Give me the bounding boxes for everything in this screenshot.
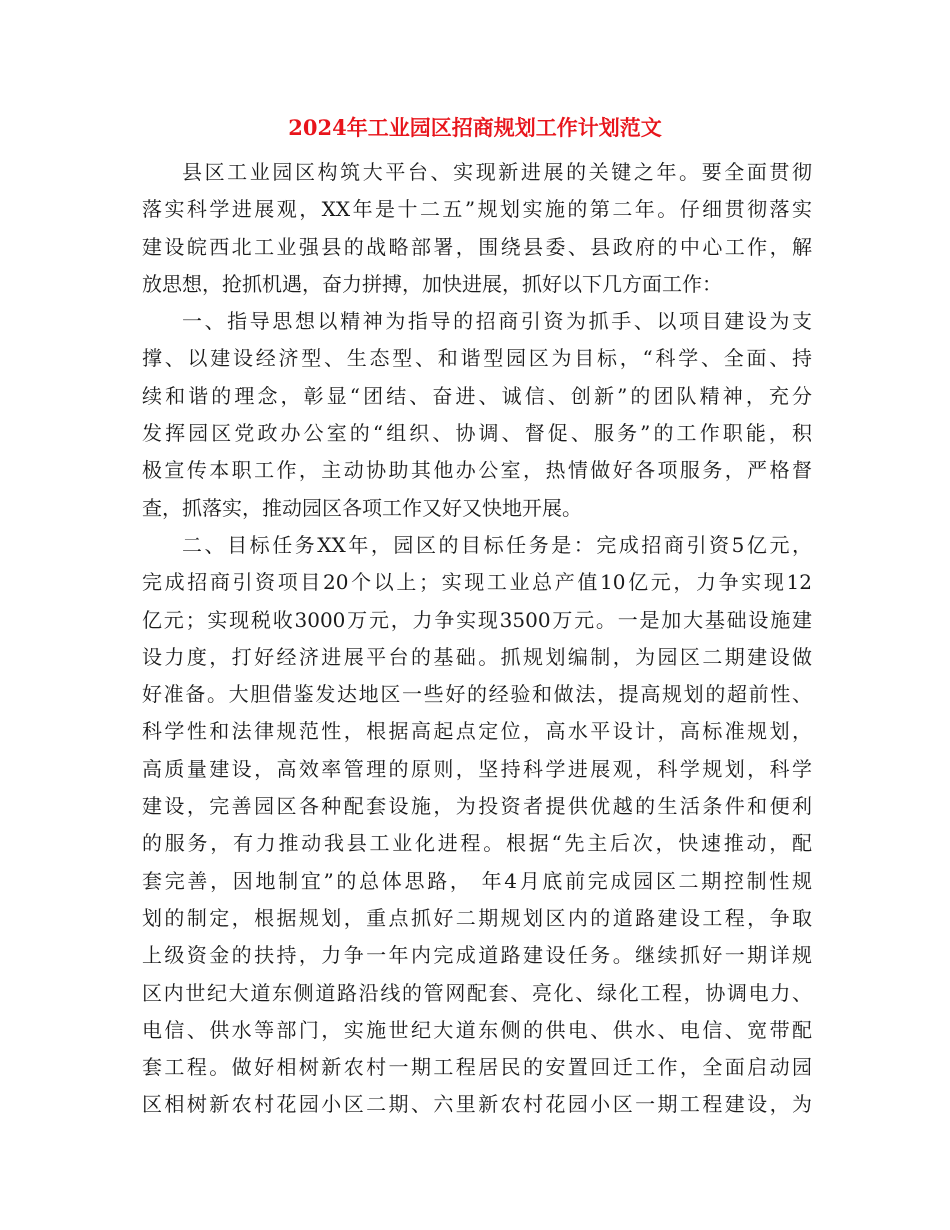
paragraph-3-line-14: 电信、供水等部门，实施世纪大道东侧的供电、供水、电信、宽带配 [142, 1017, 812, 1042]
paragraph-3-line-10: 套完善，因地制宜”的总体思路， 年4月底前完成园区二期控制性规 [142, 868, 812, 893]
paragraph-3-line-16: 区相树新农村花园小区二期、六里新农村花园小区一期工程建设，为 [142, 1092, 812, 1117]
paragraph-1-line-3: 建设皖西北工业强县的战略部署，围绕县委、县政府的中心工作，解 [142, 234, 812, 259]
paragraph-1-line-4: 放思想，抢抓机遇，奋力拼搏，加快进展，抓好以下几方面工作： [142, 271, 722, 296]
paragraph-3-line-5: 好准备。大胆借鉴发达地区一些好的经验和做法，提高规划的超前性、 [142, 682, 812, 707]
paragraph-3-line-7: 高质量建设，高效率管理的原则，坚持科学进展观，科学规划，科学 [142, 756, 812, 781]
paragraph-2-line-5: 极宣传本职工作，主动协助其他办公室，热情做好各项服务，严格督 [142, 458, 812, 483]
paragraph-3-line-1: 二、目标任务XX年，园区的目标任务是：完成招商引资5亿元， [182, 532, 812, 557]
paragraph-2-line-6: 查，抓落实，推动园区各项工作又好又快地开展。 [142, 495, 582, 520]
paragraph-3-line-6: 科学性和法律规范性，根据高起点定位，高水平设计，高标准规划， [142, 719, 812, 744]
paragraph-1-line-1: 县区工业园区构筑大平台、实现新进展的关键之年。要全面贯彻 [182, 160, 812, 184]
paragraph-1-line-2: 落实科学进展观，XX年是十二五”规划实施的第二年。仔细贯彻落实 [142, 197, 812, 222]
document-body [142, 154, 812, 1124]
paragraph-2-line-2: 撑、以建设经济型、生态型、和谐型园区为目标，“科学、全面、持 [142, 346, 812, 371]
paragraph-3-line-11: 划的制定，根据规划，重点抓好二期规划区内的道路建设工程，争取 [142, 905, 812, 930]
paragraph-3-line-9: 的服务，有力推动我县工业化进程。根据“先主后次，快速推动，配 [142, 831, 812, 856]
paragraph-3-line-15: 套工程。做好相树新农村一期工程居民的安置回迁工作，全面启动园 [142, 1055, 812, 1080]
paragraph-2-line-3: 续和谐的理念，彰显“团结、奋进、诚信、创新”的团队精神，充分 [142, 383, 812, 408]
paragraph-3-line-4: 设力度，打好经济进展平台的基础。抓规划编制，为园区二期建设做 [142, 644, 812, 669]
paragraph-3-line-12: 上级资金的扶持，力争一年内完成道路建设任务。继续抓好一期详规 [142, 943, 812, 968]
document-title: 2024年工业园区招商规划工作计划范文 [288, 115, 662, 140]
paragraph-2-line-4: 发挥园区党政办公室的“组织、协调、督促、服务”的工作职能，积 [142, 421, 812, 446]
paragraph-3-line-2: 完成招商引资项目20个以上；实现工业总产值10亿元，力争实现12 [142, 570, 812, 595]
paragraph-2-line-1: 一、指导思想以精神为指导的招商引资为抓手、以项目建设为支 [182, 309, 812, 334]
paragraph-3-line-13: 区内世纪大道东侧道路沿线的管网配套、亮化、绿化工程，协调电力、 [142, 980, 812, 1005]
paragraph-3-line-3: 亿元；实现税收3000万元，力争实现3500万元。一是加大基础设施建 [142, 607, 812, 632]
paragraph-3-line-8: 建设，完善园区各种配套设施，为投资者提供优越的生活条件和便利 [142, 794, 812, 819]
